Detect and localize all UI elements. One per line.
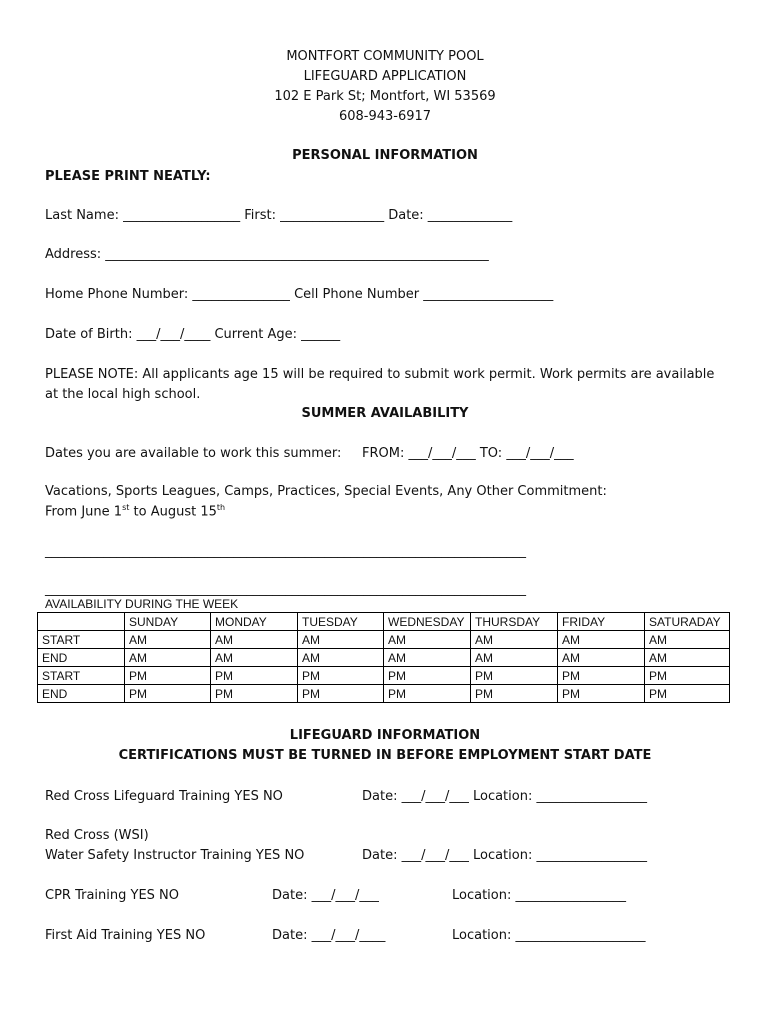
day-header: SATURADAY <box>645 613 730 631</box>
org-phone: 608-943-6917 <box>338 109 432 124</box>
time-cell[interactable]: PM <box>211 667 298 685</box>
phone-line[interactable]: Home Phone Number: _______________ Cell Phone Number ____________________ <box>45 287 554 302</box>
time-cell[interactable]: AM <box>558 631 645 649</box>
first-aid-location[interactable]: Location: ____________________ <box>452 928 646 943</box>
day-header: SUNDAY <box>125 613 211 631</box>
print-note: PLEASE PRINT NEATLY: <box>45 169 211 184</box>
time-cell[interactable]: PM <box>471 667 558 685</box>
summer-heading: SUMMER AVAILABILITY <box>301 406 469 421</box>
availability-table <box>37 612 730 703</box>
commitment-period: From June 1st to August 15th <box>45 503 226 520</box>
table-row <box>38 649 730 667</box>
time-cell[interactable]: PM <box>211 685 298 703</box>
rc-lifeguard-date-location[interactable]: Date: ___/___/___ Location: _________________ <box>362 789 647 804</box>
time-cell[interactable]: PM <box>558 667 645 685</box>
day-header: TUESDAY <box>298 613 384 631</box>
rc-lifeguard-label[interactable]: Red Cross Lifeguard Training YES NO <box>45 789 283 804</box>
time-cell[interactable]: PM <box>558 685 645 703</box>
row-label: END <box>38 649 125 667</box>
wsi-date-location[interactable]: Date: ___/___/___ Location: _________________ <box>362 848 647 863</box>
wsi-training-label[interactable]: Water Safety Instructor Training YES NO <box>45 848 305 863</box>
form-title: LIFEGUARD APPLICATION <box>303 69 467 84</box>
day-header: MONDAY <box>211 613 298 631</box>
day-header: FRIDAY <box>558 613 645 631</box>
time-cell[interactable]: AM <box>211 631 298 649</box>
org-name: MONTFORT COMMUNITY POOL <box>286 49 484 64</box>
time-cell[interactable]: AM <box>211 649 298 667</box>
dob-line[interactable]: Date of Birth: ___/___/____ Current Age: ______ <box>45 327 341 342</box>
cpr-location[interactable]: Location: _________________ <box>452 888 626 903</box>
day-header: THURSDAY <box>471 613 558 631</box>
note-line-2: at the local high school. <box>45 387 201 402</box>
time-cell[interactable]: AM <box>298 631 384 649</box>
time-cell[interactable]: AM <box>645 631 730 649</box>
name-date-line[interactable]: Last Name: __________________ First: ________________ Date: _____________ <box>45 208 513 223</box>
day-header: WEDNESDAY <box>384 613 471 631</box>
corner-cell <box>38 613 125 631</box>
time-cell[interactable]: PM <box>298 667 384 685</box>
row-label: START <box>38 631 125 649</box>
time-cell[interactable]: PM <box>645 685 730 703</box>
dates-label: Dates you are available to work this summer: <box>45 446 342 461</box>
time-cell[interactable]: AM <box>125 649 211 667</box>
table-header-row <box>38 613 730 631</box>
time-cell[interactable]: AM <box>298 649 384 667</box>
address-line[interactable]: Address: ___________________________________________________________ <box>45 247 489 262</box>
row-label: END <box>38 685 125 703</box>
first-aid-date[interactable]: Date: ___/___/____ <box>272 928 386 943</box>
first-aid-label[interactable]: First Aid Training YES NO <box>45 928 206 943</box>
personal-heading: PERSONAL INFORMATION <box>292 148 478 163</box>
time-cell[interactable]: PM <box>471 685 558 703</box>
commitment-blank-1[interactable]: __________________________________________________________________________ <box>45 544 526 559</box>
commitment-line: Vacations, Sports Leagues, Camps, Practices, Special Events, Any Other Commitment: <box>45 484 607 499</box>
time-cell[interactable]: PM <box>125 685 211 703</box>
time-cell[interactable]: PM <box>384 667 471 685</box>
table-row <box>38 685 730 703</box>
table-row <box>38 631 730 649</box>
cpr-label[interactable]: CPR Training YES NO <box>45 888 180 903</box>
commitment-blank-2[interactable]: __________________________________________________________________________ <box>45 582 526 597</box>
time-cell[interactable]: AM <box>471 631 558 649</box>
dates-range[interactable]: FROM: ___/___/___ TO: ___/___/___ <box>362 446 574 461</box>
cpr-date[interactable]: Date: ___/___/___ <box>272 888 379 903</box>
time-cell[interactable]: PM <box>125 667 211 685</box>
time-cell[interactable]: PM <box>645 667 730 685</box>
time-cell[interactable]: AM <box>384 649 471 667</box>
time-cell[interactable]: AM <box>125 631 211 649</box>
week-caption: AVAILABILITY DURING THE WEEK <box>45 597 239 611</box>
wsi-label: Red Cross (WSI) <box>45 828 149 843</box>
time-cell[interactable]: PM <box>384 685 471 703</box>
time-cell[interactable]: AM <box>645 649 730 667</box>
time-cell[interactable]: AM <box>558 649 645 667</box>
time-cell[interactable]: AM <box>384 631 471 649</box>
certifications-note: CERTIFICATIONS MUST BE TURNED IN BEFORE EMPLOYMENT START DATE <box>118 748 652 763</box>
row-label: START <box>38 667 125 685</box>
org-address: 102 E Park St; Montfort, WI 53569 <box>274 89 496 104</box>
time-cell[interactable]: PM <box>298 685 384 703</box>
lifeguard-heading: LIFEGUARD INFORMATION <box>289 728 481 743</box>
time-cell[interactable]: AM <box>471 649 558 667</box>
table-row <box>38 667 730 685</box>
note-line-1: PLEASE NOTE: All applicants age 15 will be required to submit work permit. Work permits are available <box>45 367 715 382</box>
